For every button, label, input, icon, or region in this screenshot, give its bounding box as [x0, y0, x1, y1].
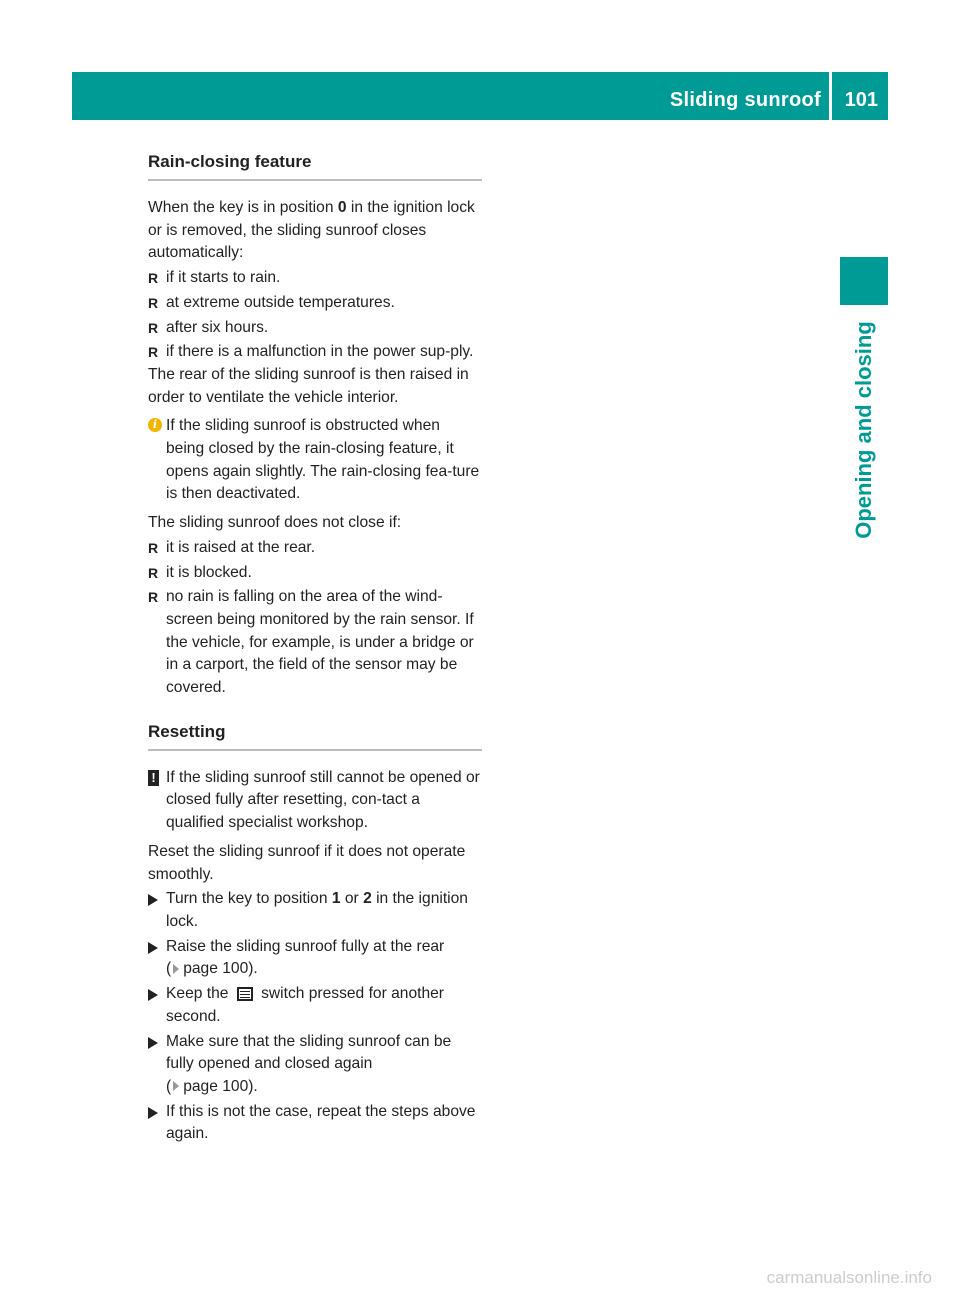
list-item: R at extreme outside temperatures. [148, 292, 482, 315]
instruction-step: If this is not the case, repeat the steps above again. [148, 1101, 482, 1146]
header-separator [829, 72, 832, 120]
list-item: R if there is a malfunction in the power sup-ply. [148, 341, 482, 364]
list-item: R it is raised at the rear. [148, 537, 482, 560]
page-reference-link[interactable]: page 100). [183, 960, 258, 978]
header-bar [72, 72, 888, 120]
bullet-icon: R [148, 564, 159, 581]
instruction-step: Raise the sliding sunroof fully at the rear ( page 100). [148, 936, 482, 981]
warning-icon: ! [148, 770, 159, 786]
step-arrow-icon [148, 942, 158, 954]
step-arrow-icon [148, 1107, 158, 1119]
page-ref-icon [173, 1081, 179, 1091]
chapter-label: Opening and closing [851, 321, 876, 539]
bullet-icon: R [148, 539, 159, 556]
raised-text: The rear of the sliding sunroof is then raised in order to ventilate the vehicle interior. [148, 365, 469, 406]
page-number: 101 [844, 89, 878, 111]
bullet-icon: R [148, 270, 159, 287]
step-arrow-icon [148, 989, 158, 1001]
rain-intro: When the key is in position 0 in the ignition lock or is removed, the sliding sunroof closes automatically: [148, 199, 475, 262]
info-note: i If the sliding sunroof is obstructed when being closed by the rain-closing feature, it opens again slightly. The rain-closing fea-ture is then deactivated. [148, 415, 482, 506]
page-ref-icon [173, 964, 179, 974]
sunroof-switch-icon [237, 987, 253, 1001]
warning-note: ! If the sliding sunroof still cannot be opened or closed fully after resetting, con-tact a qualified specialist workshop. [148, 767, 482, 835]
list-item: R no rain is falling on the area of the wind-screen being monitored by the rain sensor. If the vehicle, for example, is under a bridge or in a carport, the field of the sensor may be covered. [148, 588, 474, 697]
info-icon: i [148, 418, 162, 432]
list-item: R after six hours. [148, 317, 482, 340]
bullet-icon: R [148, 589, 159, 606]
watermark: carmanualsonline.info [766, 1268, 932, 1287]
page-reference-link[interactable]: page 100). [183, 1077, 258, 1095]
bullet-icon: R [148, 294, 159, 311]
instruction-step: Make sure that the sliding sunroof can be fully opened and closed again ( page 100). [148, 1031, 482, 1099]
instruction-step: Turn the key to position 1 or 2 in the ignition lock. [148, 888, 482, 933]
list-item: R it is blocked. [148, 562, 482, 585]
list-item: R if it starts to rain. [148, 267, 482, 290]
bullet-icon: R [148, 344, 159, 361]
step-arrow-icon [148, 1037, 158, 1049]
main-content [148, 148, 482, 1146]
section-title: Sliding sunroof [669, 89, 821, 111]
reset-intro: Reset the sliding sunroof if it does not operate smoothly. [148, 842, 466, 883]
bullet-icon: R [148, 319, 159, 336]
instruction-step: Keep the switch pressed for another second. [148, 983, 482, 1028]
resetting-heading: Resetting [148, 718, 482, 751]
rain-closing-heading: Rain-closing feature [148, 148, 482, 181]
step-arrow-icon [148, 894, 158, 906]
not-close-intro: The sliding sunroof does not close if: [148, 514, 402, 532]
